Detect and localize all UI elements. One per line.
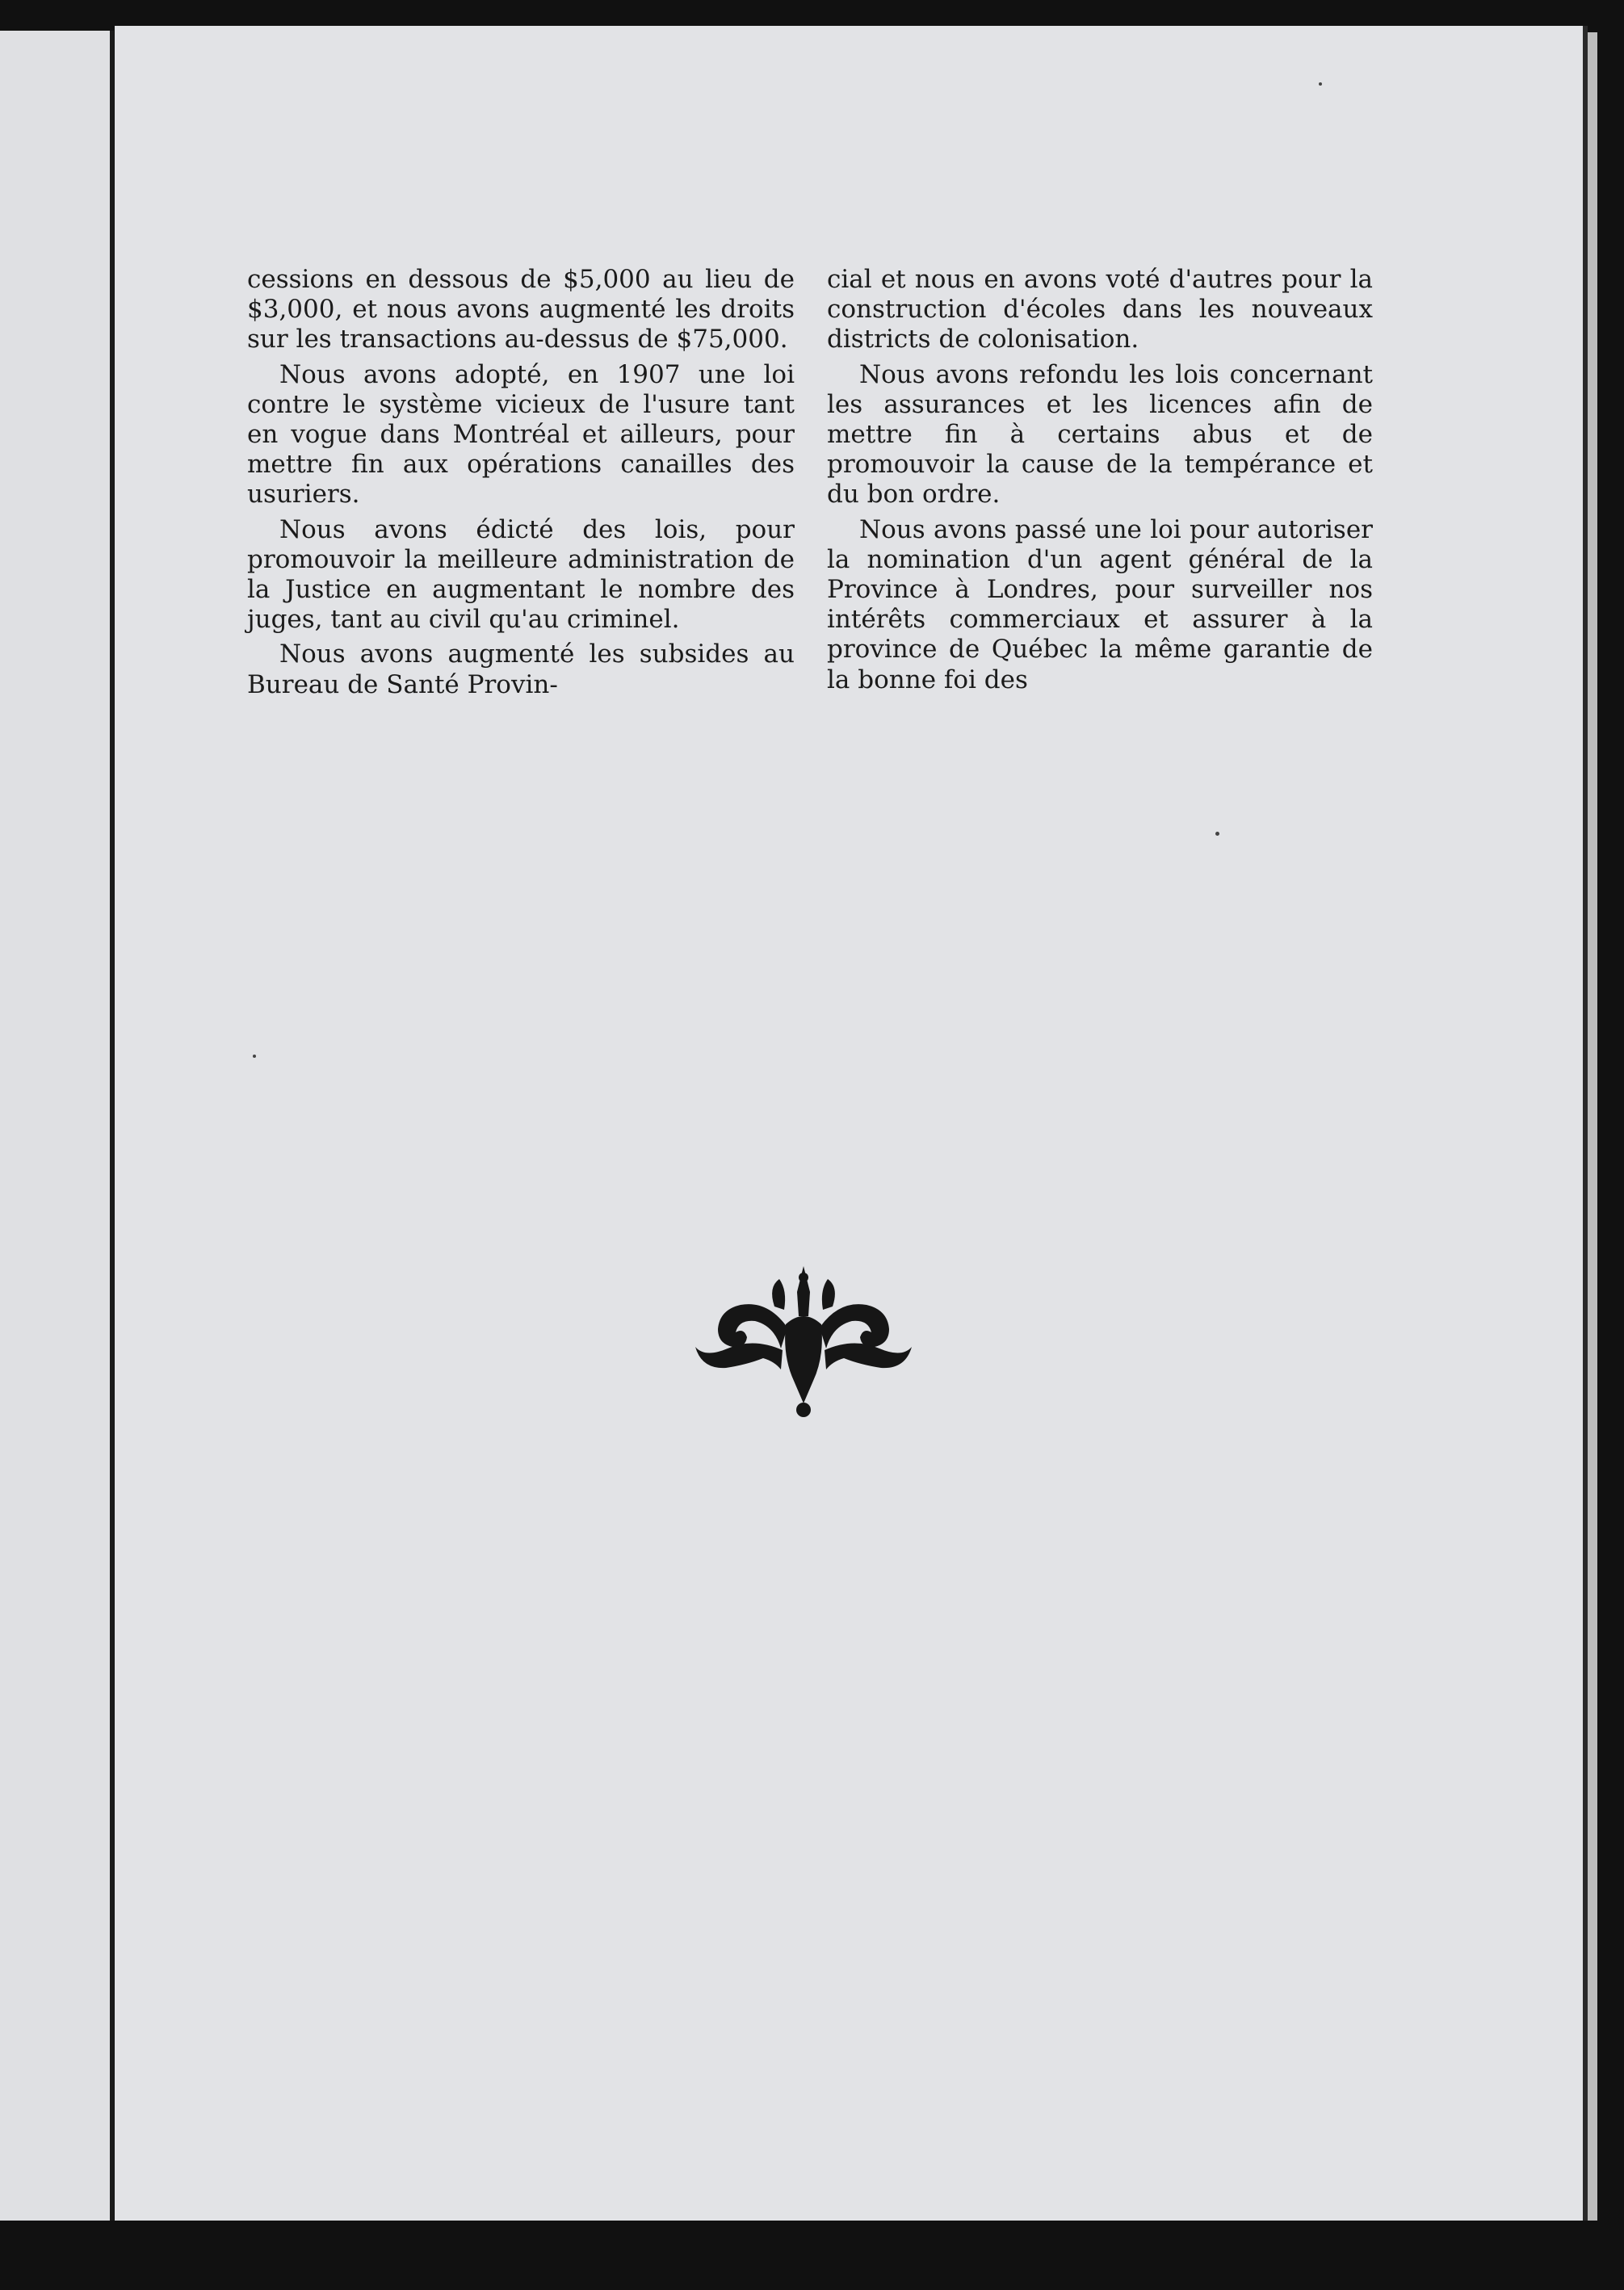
fleuron-ornament [690,1260,917,1421]
paragraph: cial et nous en avons voté d'autres pour la construction d'écoles dans les nouveaux districts de colonisation. [827,265,1373,354]
paragraph: cessions en dessous de $5,000 au lieu de $3,000, et nous avons augmenté les droits sur les transactions au-dessus de $75,000. [247,265,795,354]
paragraph: Nous avons adopté, en 1907 une loi contre le système vicieux de l'usure tant en vogue dans Montréal et ailleurs, pour mettre fin aux opérations canailles des usuriers. [247,359,795,510]
paragraph: Nous avons édicté des lois, pour promouvoir la meilleure administration de la Justice en augmentant le nombre des juges, tant au civil qu'au criminel. [247,514,795,635]
right-text-column [827,265,1373,700]
scan-speck [253,1055,256,1058]
left-text-column [247,265,795,705]
paragraph: Nous avons passé une loi pour autoriser la nomination d'un agent général de la Province à Londres, pour surveiller nos intérêts commerciaux et assurer à la province de Québec la même garantie de la bonne foi des [827,514,1373,694]
facing-page-edge [0,31,114,2221]
paragraph: Nous avons augmenté les subsides au Bureau de Santé Provin- [247,640,795,699]
scan-speck [1215,832,1219,836]
page-edge [1588,32,1597,2221]
paragraph: Nous avons refondu les lois concernant les assurances et les licences afin de mettre fin à certains abus et de promouvoir la cause de la tempérance et du bon ordre. [827,359,1373,510]
scan-speck [1319,82,1322,86]
